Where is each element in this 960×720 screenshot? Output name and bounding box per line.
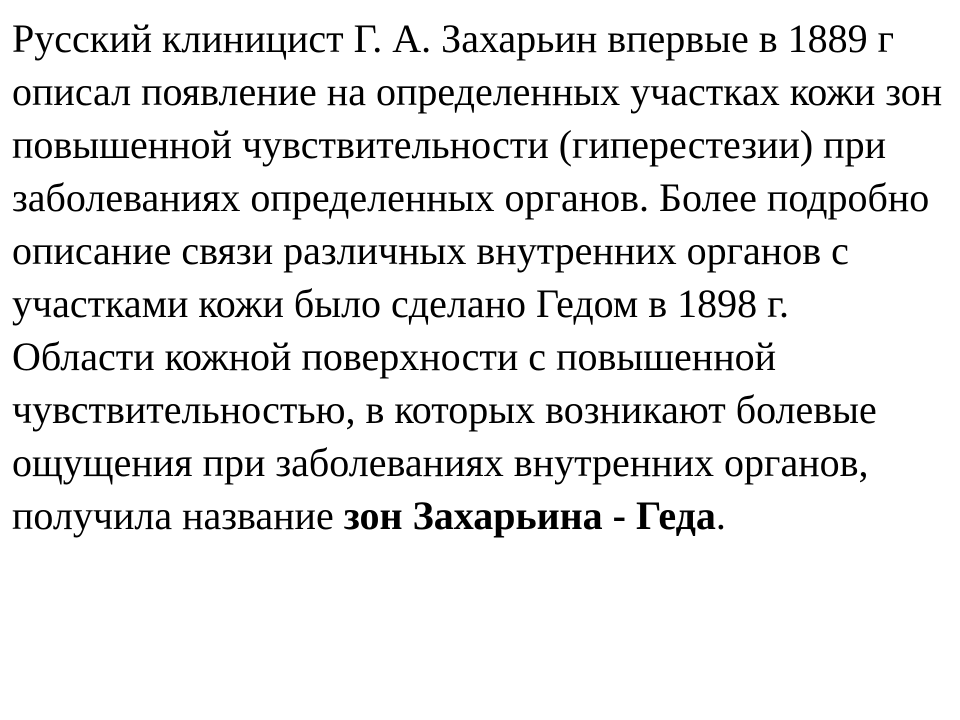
paragraph-definition	[12, 330, 952, 542]
term-zakharyin-head-zones: зон Захарьина - Геда	[343, 493, 716, 538]
definition-text: Области кожной поверхности с повышенной чувствительностью, в которых возникают болевые ощущения при заболеваниях внутренних органов, получила название	[12, 334, 877, 538]
paragraph-history: Русский клиницист Г. А. Захарьин впервые в 1889 г описал появление на определенных участках кожи зон повышенной чувствительности (гиперестезии) при заболеваниях определенных органов. Более подробно описание связи различных внутренних органов с участками кожи было сделано Гедом в 1898 г.	[12, 16, 943, 326]
slide-text-block	[12, 12, 952, 542]
definition-end: .	[715, 493, 726, 538]
